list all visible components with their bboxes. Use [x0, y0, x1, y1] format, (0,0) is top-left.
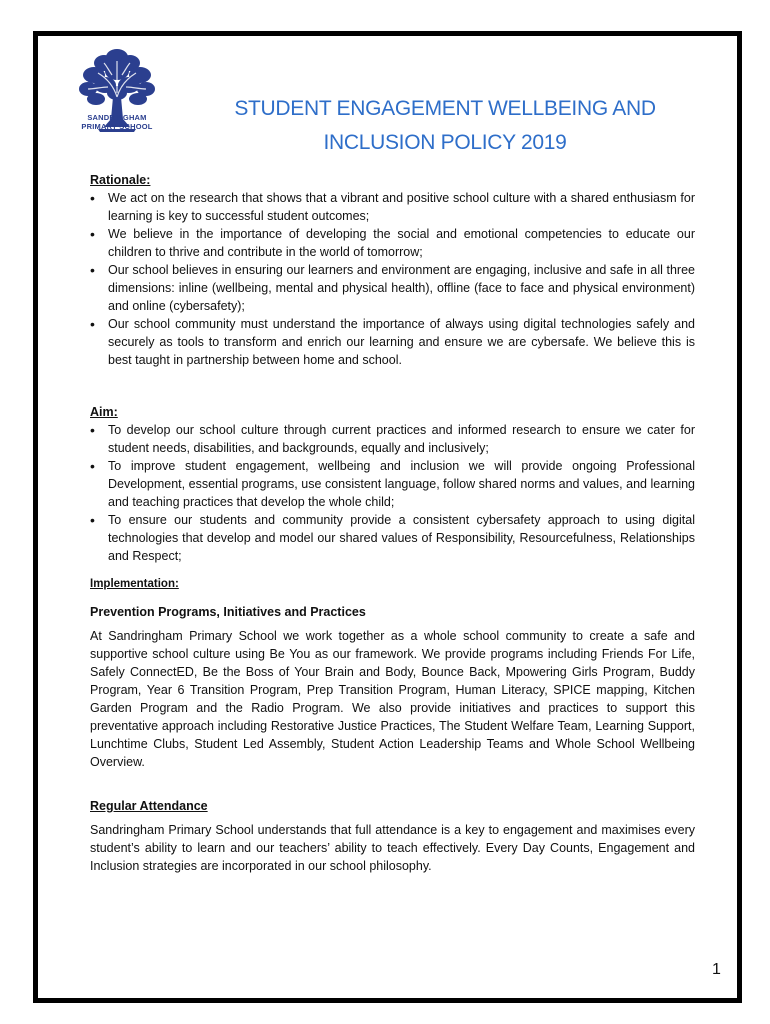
title-line2: INCLUSION POLICY 2019: [323, 131, 567, 154]
list-item: • We act on the research that shows that a vibrant and positive school culture with a shared enthusiasm for learning is key to successful student outcomes;: [90, 189, 695, 225]
logo-text-line2: PRIMARY SCHOOL: [81, 122, 153, 131]
list-item: • Our school community must understand the importance of always using digital technologies safely and securely as tools to transform and enrich our learning and ensure we are cybersafe. We believe this is best taught in partnership between home and school.: [90, 315, 695, 369]
list-item: • We believe in the importance of developing the social and emotional competencies to educate our children to thrive and contribute in the world of tomorrow;: [90, 225, 695, 261]
aim-list: [90, 421, 695, 565]
list-item: • To develop our school culture through current practices and informed research to ensure we cater for student needs, disabilities, and backgrounds, equally and inclusively;: [90, 421, 695, 457]
page-number: 1: [712, 961, 721, 978]
list-item: • To improve student engagement, wellbeing and inclusion we will provide ongoing Professional Development, essential programs, use consistent language, follow shared norms and values, and learning and teaching practices that develop the whole child;: [90, 457, 695, 511]
prevention-paragraph: At Sandringham Primary School we work together as a whole school community to create a safe and supportive school culture using Be You as our framework. We provide programs including Friends For Life, Safely ConnectED, Be the Boss of Your Brain and Body, Bounce Back, Mpowering Girls Program, Buddy Program, Year 6 Transition Program, Prep Transition Program, Human Literacy, SPICE mapping, Kitchen Garden Program and the Radio Program. We also provide initiatives and practices to support this preventative approach including Restorative Justice Practices, The Student Welfare Team, Learning Support, Lunchtime Clubs, Student Led Assembly, Student Action Leadership Teams and Whole School Wellbeing Overview.: [90, 629, 695, 769]
rationale-heading: Rationale:: [90, 173, 151, 187]
list-item: • Our school believes in ensuring our learners and environment are engaging, inclusive and safe in all three dimensions: inline (wellbeing, mental and physical health), offline (face to face and physical environment) and online (cybersafety);: [90, 261, 695, 315]
title-line1: STUDENT ENGAGEMENT WELLBEING AND: [234, 97, 656, 120]
attendance-heading: Regular Attendance: [90, 799, 208, 813]
list-item: • To ensure our students and community provide a consistent cybersafety approach to using digital technologies that develop and model our shared values of Responsibility, Resourcefulness, Relationships and Respect;: [90, 511, 695, 565]
implementation-heading: Implementation:: [90, 578, 179, 590]
prevention-heading: Prevention Programs, Initiatives and Practices: [90, 605, 366, 619]
school-logo: [78, 43, 156, 153]
rationale-list: [90, 189, 695, 369]
document-body: [90, 171, 695, 875]
attendance-paragraph: Sandringham Primary School understands that full attendance is a key to engagement and maximises every student’s ability to learn and our teachers’ ability to teach effectively. Every Day Counts, Engagement and Inclusion strategies are incorporated in our school philosophy.: [90, 823, 695, 873]
logo-text-line1: SANDRINGHAM: [87, 113, 147, 122]
aim-heading: Aim:: [90, 405, 118, 419]
document-title: [190, 92, 700, 160]
